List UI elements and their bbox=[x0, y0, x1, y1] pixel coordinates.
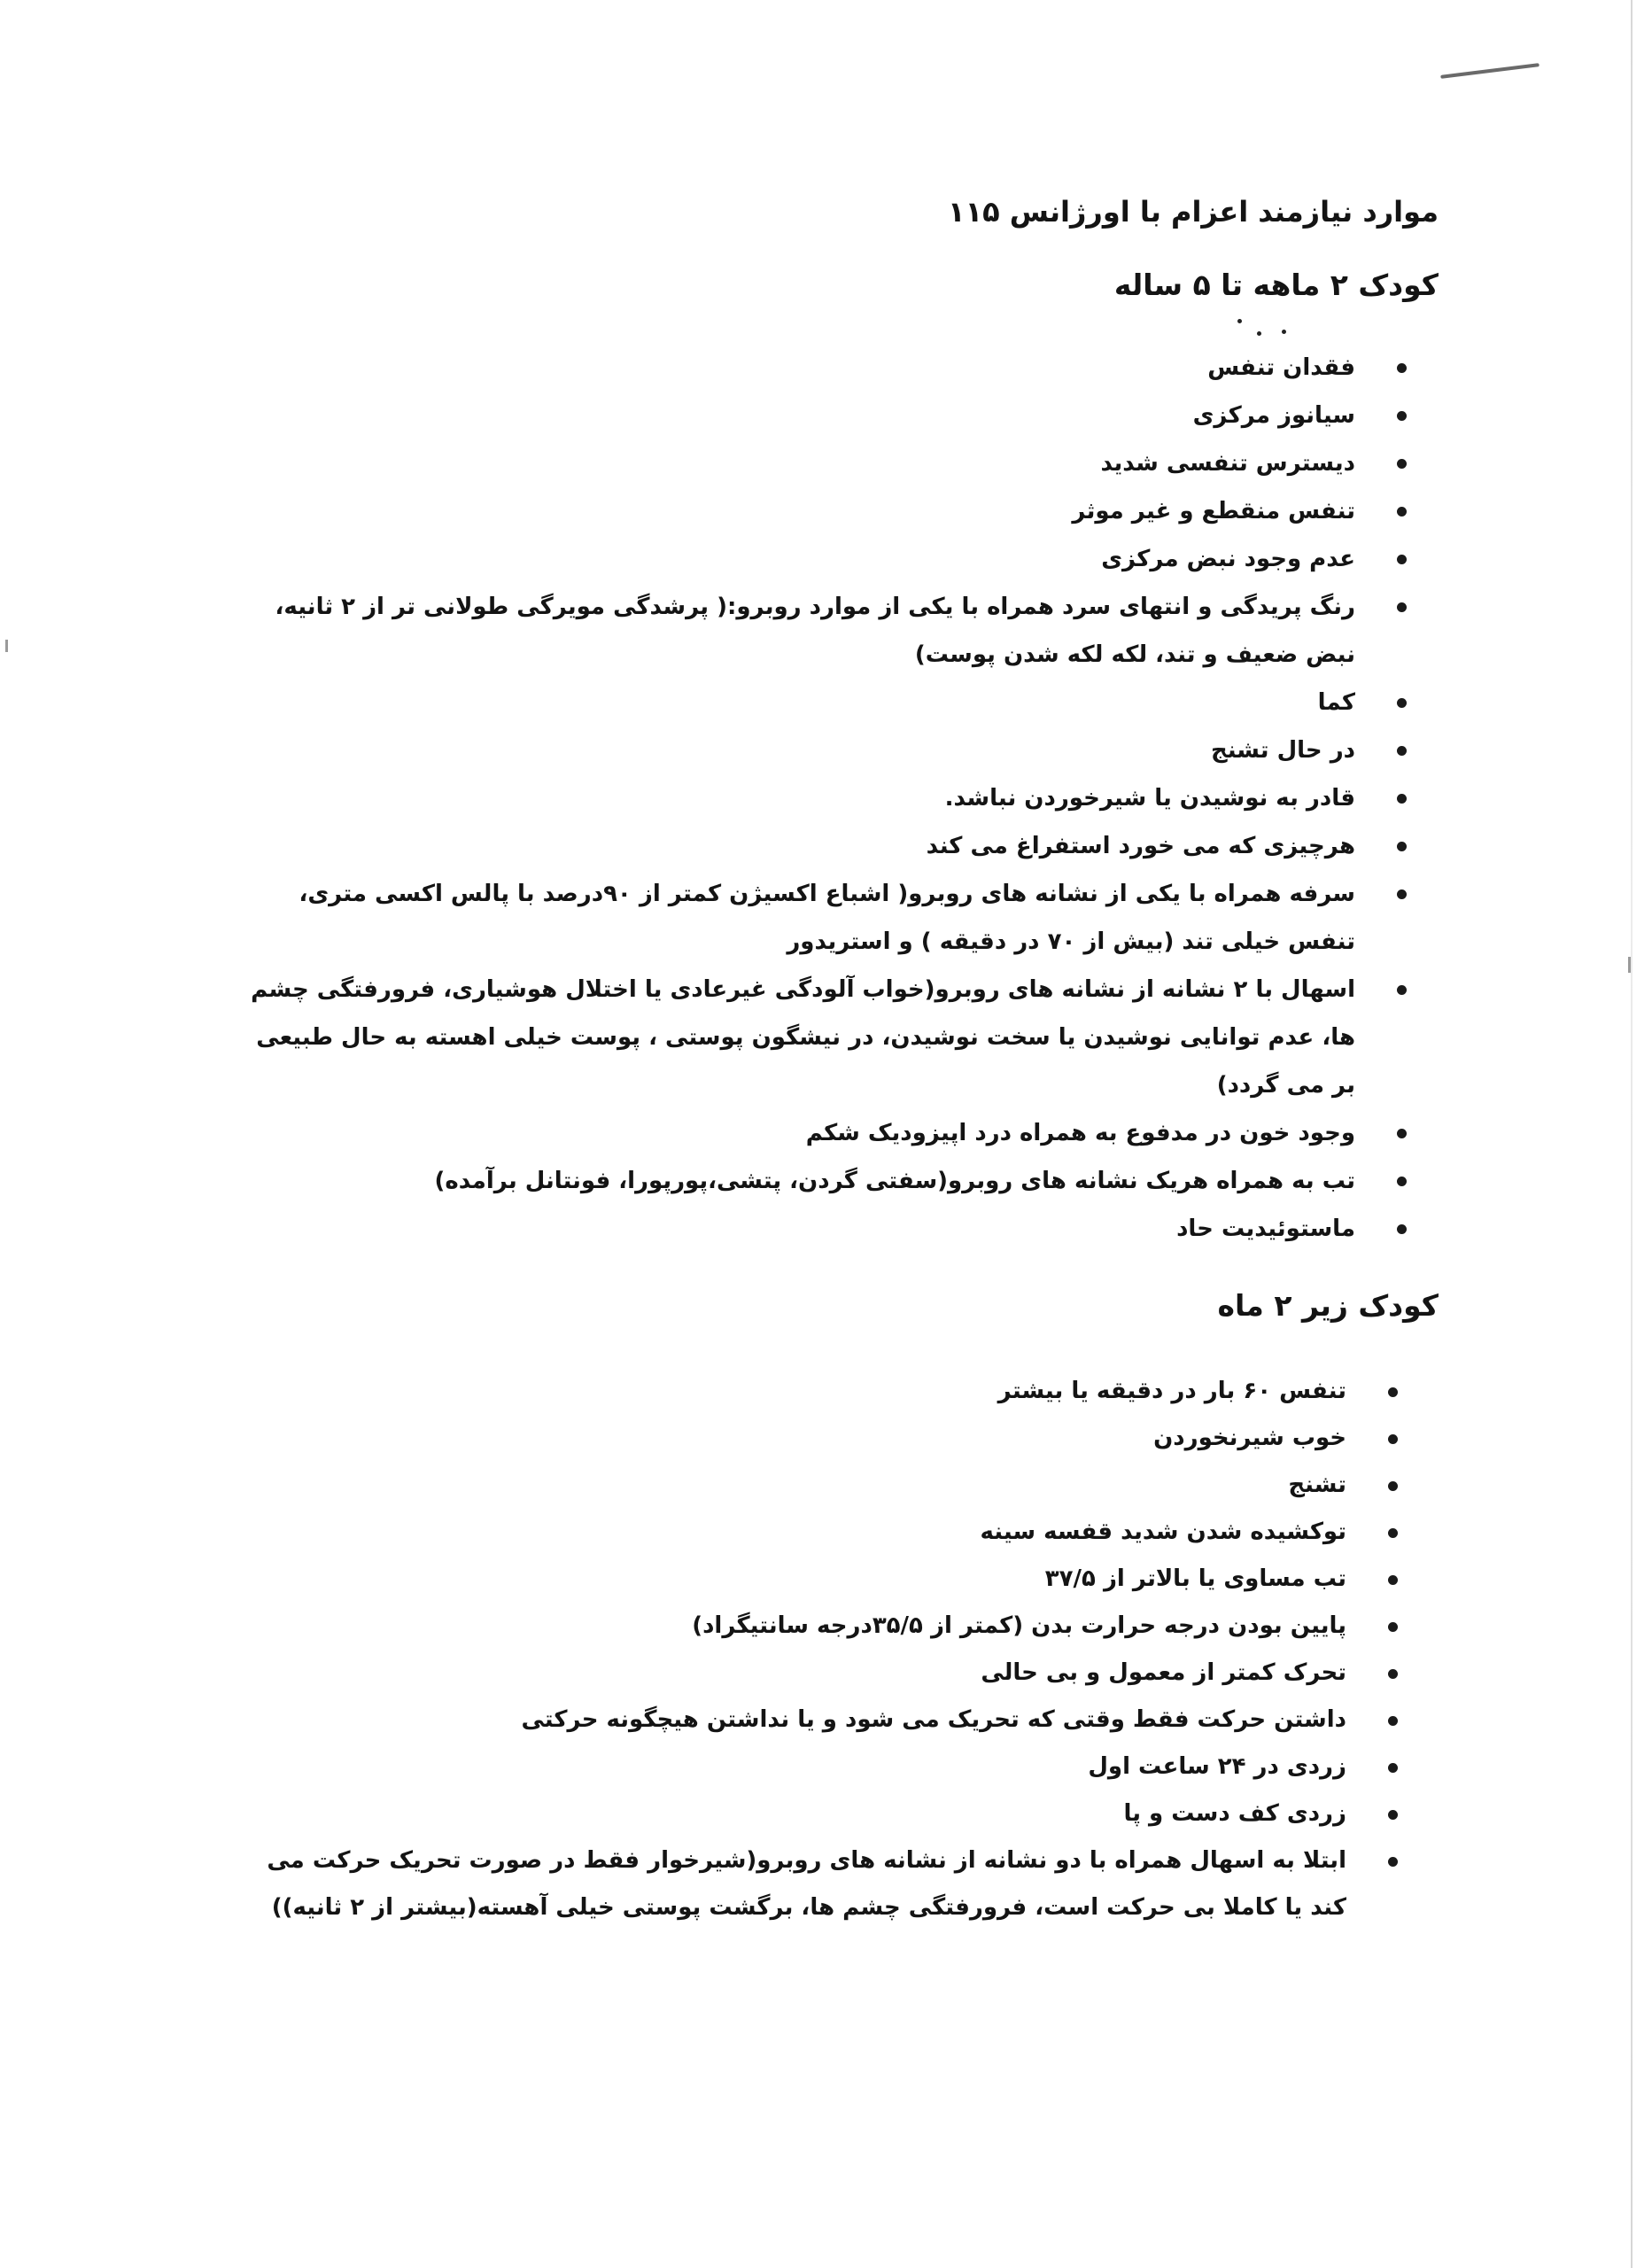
list-item bbox=[232, 487, 1368, 535]
list-item-text: دیسترس تنفسی شدید bbox=[1100, 449, 1355, 477]
criteria-list-under-2m bbox=[232, 1368, 1439, 1931]
document-body bbox=[232, 177, 1439, 1931]
bullet-icon bbox=[1397, 1177, 1407, 1186]
bullet-icon bbox=[1397, 459, 1407, 469]
list-item bbox=[232, 583, 1368, 679]
list-item-text: قادر به نوشیدن یا شیرخوردن نباشد. bbox=[944, 784, 1355, 812]
bullet-icon bbox=[1397, 1224, 1407, 1234]
bullet-icon bbox=[1388, 1575, 1398, 1585]
list-item bbox=[232, 822, 1368, 870]
bullet-icon bbox=[1388, 1669, 1398, 1679]
bullet-icon bbox=[1397, 746, 1407, 756]
bullet-icon bbox=[1397, 555, 1407, 564]
list-item-text: تب مساوی یا بالاتر از ۳۷/۵ bbox=[1044, 1565, 1346, 1592]
document-title: موارد نیازمند اعزام با اورژانس ۱۱۵ bbox=[948, 195, 1439, 229]
list-item bbox=[232, 1556, 1359, 1603]
list-item-text: در حال تشنج bbox=[1210, 736, 1355, 764]
list-item bbox=[232, 535, 1368, 583]
bullet-icon bbox=[1397, 507, 1407, 517]
list-item-text: سرفه همراه با یکی از نشانه های روبرو( اشباع اکسیژن کمتر از ۹۰درصد با پالس اکسی متری، تنفس خیلی تند (بیش از ۷۰ در دقیقه ) و استریدور bbox=[299, 880, 1355, 955]
scan-edge-line bbox=[1631, 0, 1633, 2268]
list-item bbox=[232, 1790, 1359, 1837]
list-item bbox=[232, 1462, 1359, 1509]
bullet-icon bbox=[1388, 1857, 1398, 1867]
list-item-text: ابتلا به اسهال همراه با دو نشانه از نشانه های روبرو(شیرخوار فقط در صورت تحریک حرکت می کند یا کاملا بی حرکت است، فرورفتگی چشم ها، برگشت پوستی خیلی آهسته(بیشتر از ۲ ثانیه)) bbox=[267, 1846, 1346, 1921]
stray-mark-right bbox=[1628, 957, 1631, 973]
list-item-text: تنفس منقطع و غیر موثر bbox=[1072, 497, 1355, 524]
list-item bbox=[232, 1697, 1359, 1744]
bullet-icon bbox=[1388, 1434, 1398, 1444]
list-item bbox=[232, 344, 1368, 392]
section-heading-under-2m: کودک زیر ۲ ماه bbox=[1217, 1287, 1439, 1323]
pen-stroke-mark bbox=[1440, 63, 1540, 79]
stray-dots bbox=[232, 315, 1439, 340]
list-item bbox=[232, 726, 1368, 774]
bullet-icon bbox=[1388, 1528, 1398, 1538]
bullet-icon bbox=[1388, 1763, 1398, 1773]
bullet-icon bbox=[1397, 889, 1407, 899]
bullet-icon bbox=[1388, 1622, 1398, 1632]
list-item-text: وجود خون در مدفوع به همراه درد اپیزودیک شکم bbox=[805, 1119, 1355, 1146]
list-item-text: توکشیده شدن شدید قفسه سینه bbox=[980, 1518, 1346, 1545]
list-item-text: تشنج bbox=[1288, 1471, 1346, 1498]
list-item bbox=[232, 1109, 1368, 1157]
list-item-text: زردی کف دست و پا bbox=[1123, 1799, 1346, 1827]
list-item bbox=[232, 392, 1368, 439]
list-item-text: تحرک کمتر از معمول و بی حالی bbox=[981, 1658, 1346, 1686]
bullet-icon bbox=[1397, 985, 1407, 995]
bullet-icon bbox=[1388, 1716, 1398, 1726]
list-item bbox=[232, 1650, 1359, 1697]
list-item-text: رنگ پریدگی و انتهای سرد همراه با یکی از موارد روبرو:( پرشدگی مویرگی طولانی تر از ۲ ثانیه، نبض ضعیف و تند، لکه لکه شدن پوست) bbox=[275, 593, 1355, 668]
bullet-icon bbox=[1397, 698, 1407, 708]
list-item bbox=[232, 1509, 1359, 1556]
list-item bbox=[232, 966, 1368, 1109]
bullet-icon bbox=[1388, 1810, 1398, 1820]
bullet-icon bbox=[1397, 842, 1407, 851]
list-item-text: تنفس ۶۰ بار در دقیقه یا بیشتر bbox=[997, 1377, 1346, 1404]
list-item bbox=[232, 1415, 1359, 1462]
bullet-icon bbox=[1388, 1481, 1398, 1491]
list-item-text: پایین بودن درجه حرارت بدن (کمتر از ۳۵/۵درجه سانتیگراد) bbox=[692, 1612, 1346, 1639]
list-item-text: ماستوئیدیت حاد bbox=[1176, 1215, 1355, 1242]
list-item bbox=[232, 774, 1368, 822]
section-heading-2m-5y: کودک ۲ ماهه تا ۵ ساله bbox=[1113, 268, 1439, 303]
bullet-icon bbox=[1397, 411, 1407, 421]
list-item bbox=[232, 1837, 1359, 1931]
list-item-text: سیانوز مرکزی bbox=[1192, 401, 1355, 429]
list-item-text: زردی در ۲۴ ساعت اول bbox=[1088, 1752, 1346, 1780]
list-item-text: فقدان تنفس bbox=[1207, 353, 1355, 381]
list-item-text: داشتن حرکت فقط وقتی که تحریک می شود و یا نداشتن هیچگونه حرکتی bbox=[521, 1705, 1346, 1733]
bullet-icon bbox=[1397, 363, 1407, 373]
list-item bbox=[232, 1744, 1359, 1790]
bullet-icon bbox=[1397, 1129, 1407, 1138]
bullet-icon bbox=[1397, 602, 1407, 612]
list-item bbox=[232, 1205, 1368, 1253]
bullet-icon bbox=[1388, 1387, 1398, 1397]
list-item bbox=[232, 1368, 1359, 1415]
criteria-list-2m-5y bbox=[232, 344, 1439, 1253]
bullet-icon bbox=[1397, 794, 1407, 804]
list-item-text: اسهال با ۲ نشانه از نشانه های روبرو(خواب آلودگی غیرعادی یا اختلال هوشیاری، فرورفتگی چشم ها، عدم توانایی نوشیدن یا سخت نوشیدن، در نیشگون پوستی ، پوست خیلی اهسته به حال طبیعی بر می گردد) bbox=[251, 975, 1355, 1099]
list-item bbox=[232, 870, 1368, 966]
list-item bbox=[232, 1603, 1359, 1650]
list-item-text: هرچیزی که می خورد استفراغ می کند bbox=[926, 832, 1355, 859]
list-item-text: تب به همراه هریک نشانه های روبرو(سفتی گردن، پتشی،پورپورا، فونتانل برآمده) bbox=[434, 1167, 1355, 1194]
list-item bbox=[232, 439, 1368, 487]
stray-mark-left bbox=[5, 640, 8, 652]
list-item-text: خوب شیرنخوردن bbox=[1153, 1424, 1346, 1451]
list-item bbox=[232, 1157, 1368, 1205]
list-item-text: عدم وجود نبض مرکزی bbox=[1101, 545, 1355, 572]
list-item-text: کما bbox=[1317, 688, 1355, 716]
list-item bbox=[232, 679, 1368, 726]
